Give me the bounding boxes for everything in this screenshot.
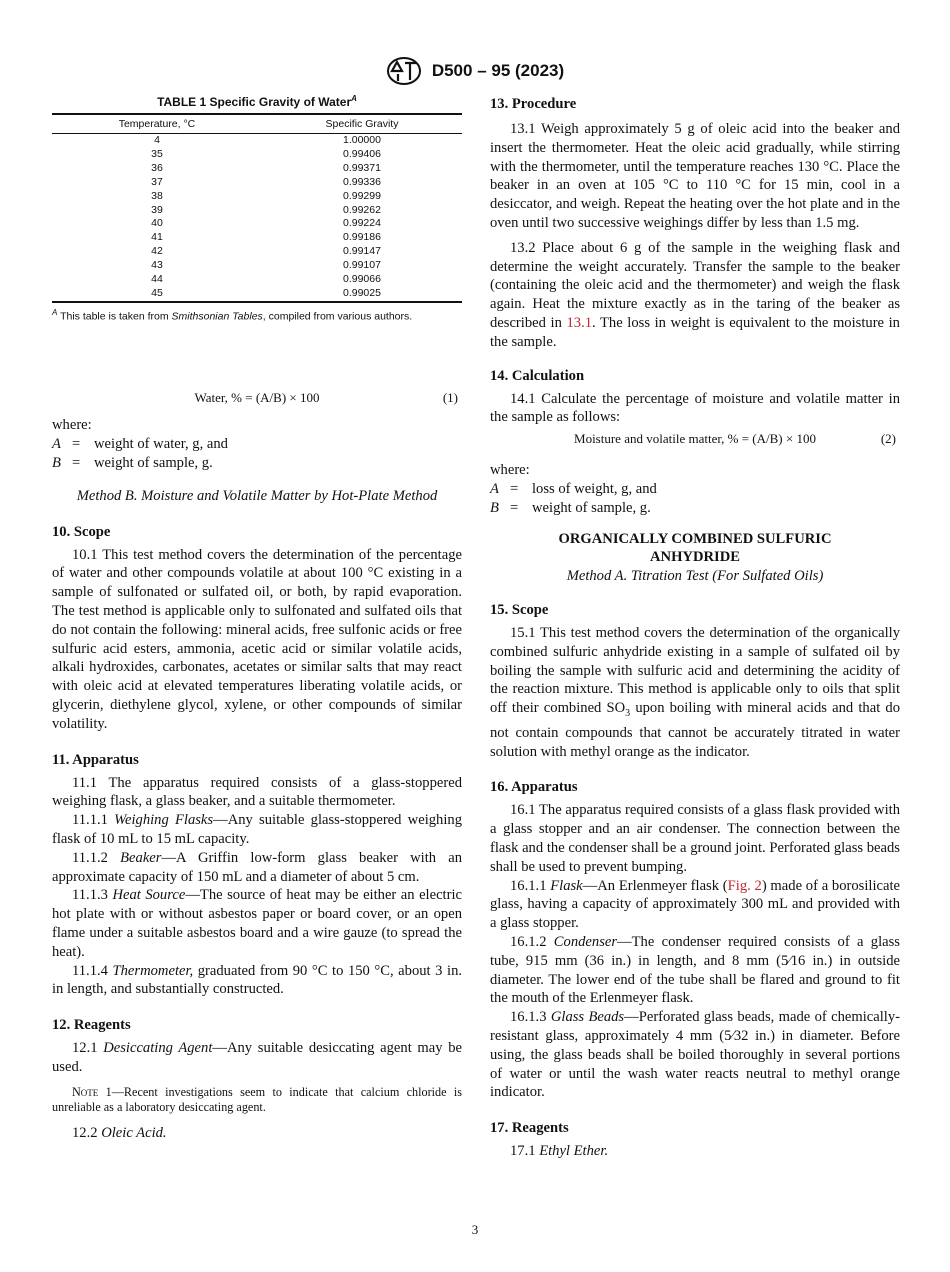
section-14-heading: 14. Calculation xyxy=(490,367,585,384)
paragraph-16-1: 16.1 The apparatus required consists of a glass flask provided with a glass stopper and an air condenser. The connection between the flask and the condenser shall be a ground joint. Perforated glass beads shall be used to prevent bumping. xyxy=(490,802,900,875)
specific-gravity-cell: 0.99025 xyxy=(262,287,462,302)
paragraph-16-1-1: 16.1.1 Flask—An Erlenmeyer flask (Fig. 2) made of a borosilicate glass, having a capacity of approximately 300 mL and provided with a glass stopper. xyxy=(490,877,901,932)
specific-gravity-cell: 0.99224 xyxy=(343,217,381,230)
specific-gravity-cell: 0.99371 xyxy=(343,161,381,174)
paragraph-17-1: 17.1 Ethyl Ether. xyxy=(510,1143,609,1160)
equation-2-number: (2) xyxy=(880,431,896,447)
definition-a: A = weight of water, g, and xyxy=(52,436,228,453)
specific-gravity-cell: 0.99147 xyxy=(343,245,381,258)
equation-1 xyxy=(52,390,462,410)
table-row xyxy=(52,204,462,218)
note-1: Note 1—Recent investigations seem to indicate that calcium chloride is unreliable as a laboratory desiccating agent. xyxy=(52,1084,463,1115)
paragraph-13-1: 13.1 Weigh approximately 5 g of oleic acid into the beaker and insert the thermometer. Heat the oleic acid gradually, while stirring with the thermometer, until the temperature reaches 130 °C. Place the beaker in an oven at 105 °C to 110 °C for 15 min, cool in a desiccator, and weigh. Repeat the heating over the hot plate and in the oven until two successive weighings differ by less than 1.5 mg. xyxy=(490,121,900,231)
temperature-cell: 38 xyxy=(151,189,163,202)
section-17-heading: 17. Reagents xyxy=(490,1120,569,1137)
paragraph-16-1-3: 16.1.3 Glass Beads—Perforated glass beads, made of chemically-resistant glass, approximately 4 mm (5⁄32 in.) in diameter. Before using, the glass beads shall be boiled thoroughly in several portions of water or until the wash water reacts neutral to methyl orange indicator. xyxy=(490,1009,900,1101)
specific-gravity-cell: 0.99336 xyxy=(343,175,381,188)
table1-footnote: $^A$ This table is taken from Smithsonian Tables, compiled from various authors. xyxy=(52,307,413,323)
table-row xyxy=(52,287,462,302)
table-header-specific-gravity: Specific Gravity xyxy=(262,114,462,134)
table-row xyxy=(52,217,462,231)
paragraph-16-1-2: 16.1.2 Condenser—The condenser required consists of a glass tube, 915 mm (36 in.) in length, and 8 mm (5⁄16 in.) in outside diameter. The lower end of the tube shall be flared and ground to fit the mouth of the Erlenmeyer flask. xyxy=(490,934,900,1007)
table-row xyxy=(52,231,462,245)
left-column xyxy=(52,94,462,1142)
equation-1-expression: Water, % = (A/B) × 100 xyxy=(194,390,320,406)
temperature-cell: 40 xyxy=(151,217,163,230)
paragraph-11-1-2: 11.1.2 Beaker—A Griffin low-form glass beaker with an approximate capacity of 150 mL and a diameter of about 5 cm. xyxy=(52,849,463,885)
link-fig-2[interactable]: Fig. 2 xyxy=(727,877,762,894)
specific-gravity-cell: 0.99107 xyxy=(343,259,381,272)
specific-gravity-cell: 0.99299 xyxy=(343,189,381,202)
table-row xyxy=(52,134,462,148)
paragraph-15-1: 15.1 This test method covers the determination of the organically combined sulfuric anhydride existing in a sample of sulfated oil by boiling the sample with sulfuric acid and determining the acidity of the reaction mixture. This method is applicable only to oils that split off their combined $SO_3$ upon boiling with mineral acids and that do not contain compounds that cannot be accurately titrated in water solution with methyl orange as the indicator. xyxy=(490,624,900,760)
equation-2-expression: Moisture and volatile matter, % = (A/B) × 100 xyxy=(574,431,816,447)
temperature-cell: 37 xyxy=(151,175,163,188)
equation-2 xyxy=(490,431,900,451)
table1-title: TABLE 1 Specific Gravity of Water$^A$ xyxy=(157,94,357,109)
section-11-heading: 11. Apparatus xyxy=(52,751,139,768)
temperature-cell: 36 xyxy=(151,161,163,174)
table-row xyxy=(52,273,462,287)
temperature-cell: 35 xyxy=(151,147,163,160)
paragraph-10-1: 10.1 This test method covers the determination of the percentage of water and other compounds volatile at about 100 °C existing in a sample of sulfonated or sulfated oil, or both, by rapid evaporation. The test method is applicable only to sulfonated and sulfated oils that do not contain the following: mineral acids, free sulfonic acids or free sulfuric acid esters, ammonia, acetic acid or similar volatile acids, alkali hydroxides, carbonates, acetates or similar salts that may react with oleic acid at elevated temperatures liberating volatile acids, or glycerin, diethylene glycol, xylene, or other compounds of similar volatility. xyxy=(52,546,462,732)
link-13-1[interactable]: 13.1 xyxy=(566,314,593,331)
temperature-cell: 4 xyxy=(154,134,160,146)
specific-gravity-table xyxy=(52,113,462,303)
table-row xyxy=(52,259,462,273)
page-number: 3 xyxy=(471,1222,479,1237)
temperature-cell: 44 xyxy=(151,273,163,286)
temperature-cell: 39 xyxy=(151,203,163,216)
specific-gravity-cell: 0.99406 xyxy=(343,147,381,160)
table-row xyxy=(52,148,462,162)
method-a-title: Method A. Titration Test (For Sulfated Oils) xyxy=(566,568,824,585)
specific-gravity-cell: 0.99066 xyxy=(343,273,381,286)
specific-gravity-cell: 1.00000 xyxy=(343,134,381,146)
paragraph-12-1: 12.1 Desiccating Agent—Any suitable desiccating agent may be used. xyxy=(52,1040,462,1075)
astm-logo-icon xyxy=(386,56,422,86)
page-header xyxy=(0,56,950,86)
paragraph-14-1: 14.1 Calculate the percentage of moisture and volatile matter in the sample as follows: xyxy=(490,390,900,426)
section-10-heading: 10. Scope xyxy=(52,523,111,540)
temperature-cell: 42 xyxy=(151,245,163,258)
where-label-2: where: xyxy=(490,462,530,479)
paragraph-13-2: 13.2 Place about 6 g of the sample in the weighing flask and determine the weight accurately. Transfer the sample to the beaker (containing the oleic acid and the thermometer) and weigh the flask again. Heat the mixture exactly as in the taring of the beaker as described in 13.1. The loss in weight is equivalent to the moisture in the sample. xyxy=(490,239,900,350)
definition-b-2: B = weight of sample, g. xyxy=(490,499,651,516)
paragraph-12-2: 12.2 Oleic Acid. xyxy=(72,1124,167,1141)
section-15-heading: 15. Scope xyxy=(490,601,549,618)
definition-b: B = weight of sample, g. xyxy=(52,454,213,471)
section-16-heading: 16. Apparatus xyxy=(490,779,578,796)
section-12-heading: 12. Reagents xyxy=(52,1017,131,1034)
table-header-temperature: Temperature, °C xyxy=(52,114,262,134)
temperature-cell: 43 xyxy=(151,259,163,272)
specific-gravity-cell: 0.99186 xyxy=(343,231,381,244)
paragraph-11-1-3: 11.1.3 Heat Source—The source of heat may be either an electric hot plate with or without asbestos paper or board cover, or an open flame under a suitable asbestos board and a wire gauze (to spread the heat). xyxy=(52,887,462,960)
section-13-heading: 13. Procedure xyxy=(490,96,577,112)
method-b-title: Method B. Moisture and Volatile Matter by Hot-Plate Method xyxy=(76,487,438,504)
right-column xyxy=(490,94,900,1161)
equation-1-number: (1) xyxy=(442,390,458,406)
table-row xyxy=(52,176,462,190)
organically-combined-heading: ORGANICALLY COMBINED SULFURIC ANHYDRIDE xyxy=(558,530,832,566)
table-row xyxy=(52,162,462,176)
document-designation: D500 – 95 (2023) xyxy=(431,61,565,80)
table-row xyxy=(52,245,462,259)
definition-a-2: A = loss of weight, g, and xyxy=(490,480,657,497)
table-row xyxy=(52,190,462,204)
where-label: where: xyxy=(52,417,92,434)
paragraph-11-1-4: 11.1.4 Thermometer, graduated from 90 °C to 150 °C, about 3 in. in length, and substantially constructed. xyxy=(52,962,463,998)
paragraph-11-1-1: 11.1.1 Weighing Flasks—Any suitable glass-stoppered weighing flask of 10 mL to 15 mL capacity. xyxy=(52,812,462,847)
specific-gravity-cell: 0.99262 xyxy=(343,203,381,216)
temperature-cell: 45 xyxy=(52,287,262,302)
paragraph-11-1: 11.1 The apparatus required consists of a glass-stoppered weighing flask, a glass beaker, and a suitable thermometer. xyxy=(52,774,462,810)
temperature-cell: 41 xyxy=(151,231,163,244)
